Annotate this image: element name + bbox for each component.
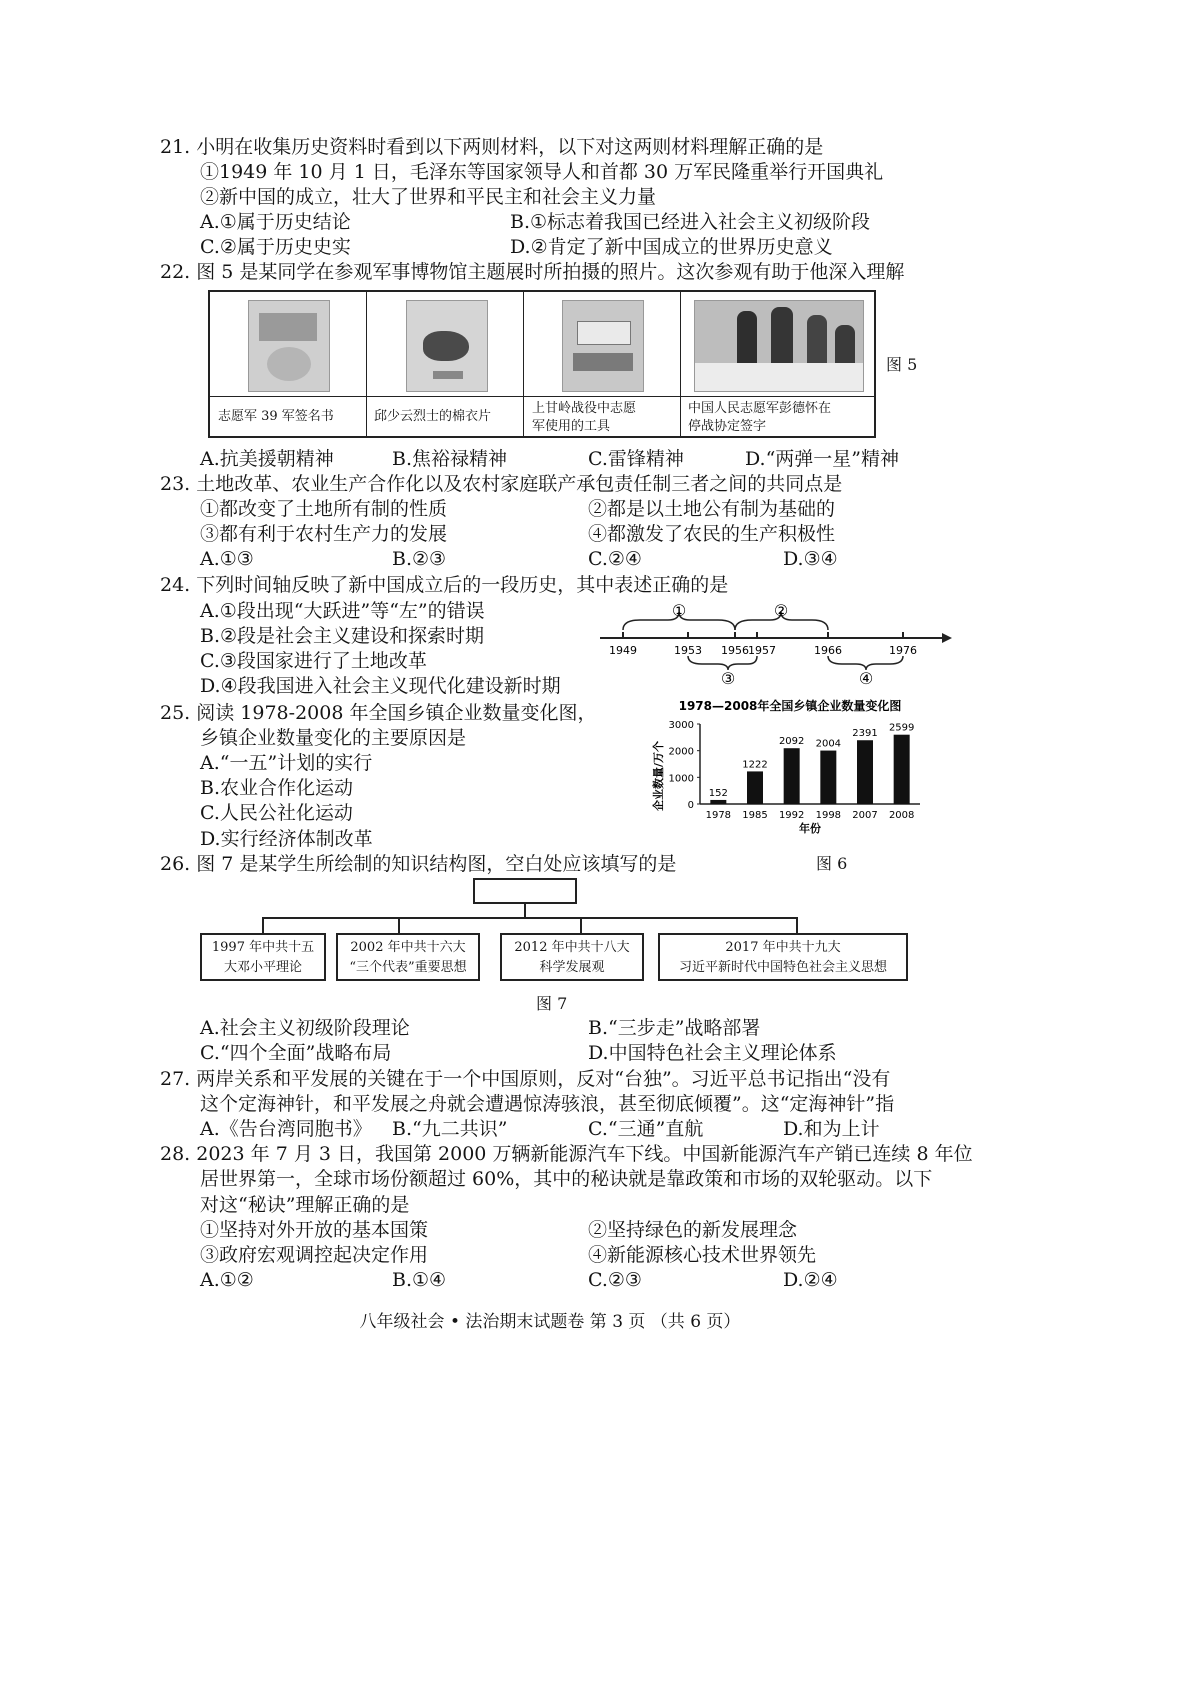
chart-value-label-1998: 2004 <box>815 738 842 750</box>
segment-3-label: ③ <box>720 669 736 686</box>
q24-stem: 24. 下列时间轴反映了新中国成立后的一段历史，其中表述正确的是 <box>160 574 729 596</box>
timeline-year-1953: 1953 <box>674 644 702 657</box>
q25-option-b: B.农业合作化运动 <box>200 777 354 799</box>
chart-value-label-2008: 2599 <box>888 722 915 734</box>
chart-y-tick-label: 2000 <box>668 746 694 758</box>
q27-stem-line2: 这个定海神针，和平发展之舟就会遭遇惊涛骇浪，甚至彻底倾覆”。这“定海神针”指 <box>200 1093 895 1115</box>
knowledge-box-1997-line2: 大邓小平理论 <box>223 960 302 975</box>
q24-option-c: C.③段国家进行了土地改革 <box>200 650 427 672</box>
q28-option-d: D.②④ <box>783 1269 838 1291</box>
q25-stem-line2: 乡镇企业数量变化的主要原因是 <box>200 727 467 749</box>
timeline-year-1956: 1956 <box>721 644 749 657</box>
chart-category-label-2007: 2007 <box>852 810 878 821</box>
caption-armistice-line1: 中国人民志愿军彭德怀在 <box>688 401 832 416</box>
q25-option-d: D.实行经济体制改革 <box>200 828 373 850</box>
q28-option-a: A.①② <box>200 1269 254 1291</box>
q28-statement-3: ③政府宏观调控起决定作用 <box>200 1244 429 1266</box>
q22-option-c: C.雷锋精神 <box>588 448 684 470</box>
q28-option-b: B.①④ <box>392 1269 447 1291</box>
q23-option-a: A.①③ <box>200 548 254 570</box>
knowledge-box-2017-line2: 习近平新时代中国特色社会主义思想 <box>678 960 887 975</box>
township-enterprise-bar-chart <box>630 692 930 840</box>
q21-option-b: B.①标志着我国已经进入社会主义初级阶段 <box>510 211 871 233</box>
q25-stem-line1: 25. 阅读 1978-2008 年全国乡镇企业数量变化图， <box>160 702 597 724</box>
chart-bar-1978 <box>710 800 726 804</box>
chart-y-tick-label: 3000 <box>668 720 694 731</box>
caption-armistice-line2: 停战协定签字 <box>688 419 767 434</box>
q24-option-d: D.④段我国进入社会主义现代化建设新时期 <box>200 675 561 697</box>
cotton-cloth-photo <box>406 300 488 392</box>
q21-stem: 21. 小明在收集历史资料时看到以下两则材料，以下对这两则材料理解正确的是 <box>160 136 824 158</box>
q28-option-c: C.②③ <box>588 1269 642 1291</box>
q22-stem: 22. 图 5 是某同学在参观军事博物馆主题展时所拍摄的照片。这次参观有助于他深入理解 <box>160 261 905 283</box>
q27-option-a: A.《告台湾同胞书》 <box>200 1118 372 1140</box>
timeline-year-1966: 1966 <box>814 644 842 657</box>
brace-segment-4 <box>828 656 903 670</box>
q25-option-c: C.人民公社化运动 <box>200 802 353 824</box>
caption-tools-line2: 军使用的工具 <box>532 419 611 434</box>
knowledge-box-2012-line2: 科学发展观 <box>539 960 605 975</box>
knowledge-box-1997-line1: 1997 年中共十五 <box>211 940 315 955</box>
segment-2-label: ② <box>773 601 789 620</box>
figure-6-label: 图 6 <box>816 854 848 873</box>
q23-statement-4: ④都激发了农民的生产积极性 <box>588 523 836 545</box>
q22-option-b: B.焦裕禄精神 <box>392 448 508 470</box>
q21-option-c: C.②属于历史史实 <box>200 236 351 258</box>
q21-material-1: ①1949 年 10 月 1 日，毛泽东等国家领导人和首都 30 万军民隆重举行开国典礼 <box>200 161 884 183</box>
q28-stem-line3: 对这“秘诀”理解正确的是 <box>200 1194 410 1216</box>
caption-tools-line1: 上甘岭战役中志愿 <box>532 401 637 416</box>
q26-option-a: A.社会主义初级阶段理论 <box>200 1017 410 1039</box>
knowledge-box-2012 <box>500 933 644 981</box>
q21-material-2: ②新中国的成立，壮大了世界和平民主和社会主义力量 <box>200 186 657 208</box>
chart-bar-1985 <box>747 771 763 804</box>
q23-option-b: B.②③ <box>392 548 447 570</box>
caption-signature-book: 志愿军 39 军签名书 <box>218 409 334 424</box>
chart-value-label-1992: 2092 <box>778 736 805 748</box>
q27-option-b: B.“九二共识” <box>392 1118 508 1140</box>
q24-option-a: A.①段出现“大跃进”等“左”的错误 <box>200 600 485 622</box>
figure-5-label: 图 5 <box>886 355 918 374</box>
caption-cotton-cloth: 邱少云烈士的棉衣片 <box>374 409 492 424</box>
brace-segment-3 <box>688 656 757 670</box>
q28-stem-line2: 居世界第一，全球市场份额超过 60%，其中的秘诀就是靠政策和市场的双轮驱动。以下 <box>200 1168 933 1190</box>
q22-option-a: A.抗美援朝精神 <box>200 448 334 470</box>
segment-1-label: ① <box>671 601 687 620</box>
knowledge-box-2002-line2: “三个代表”重要思想 <box>349 960 467 975</box>
q25-option-a: A.“一五”计划的实行 <box>200 752 373 774</box>
chart-value-label-1985: 1222 <box>742 759 768 771</box>
timeline-year-1957: 1957 <box>748 644 776 657</box>
chart-title: 1978—2008年全国乡镇企业数量变化图 <box>678 699 902 713</box>
chart-bar-2007 <box>857 740 873 804</box>
chart-y-tick-label: 0 <box>687 800 694 811</box>
chart-bar-1992 <box>784 748 800 804</box>
q26-option-d: D.中国特色社会主义理论体系 <box>588 1042 837 1064</box>
q26-option-b: B.“三步走”战略部署 <box>588 1017 761 1039</box>
page-footer: 八年级社会 • 法治期末试题卷 第 3 页 （共 6 页） <box>359 1312 741 1332</box>
q24-option-b: B.②段是社会主义建设和探索时期 <box>200 625 485 647</box>
chart-y-axis-label: 企业数量/万个 <box>652 740 665 812</box>
knowledge-box-2002-line1: 2002 年中共十六大 <box>350 940 466 955</box>
q28-statement-1: ①坚持对外开放的基本国策 <box>200 1219 429 1241</box>
chart-value-label-1978: 152 <box>708 787 728 799</box>
knowledge-box-2017 <box>658 933 908 981</box>
knowledge-box-2002 <box>336 933 480 981</box>
timeline-year-1976: 1976 <box>889 644 917 657</box>
q26-option-c: C.“四个全面”战略布局 <box>200 1042 392 1064</box>
chart-category-label-1998: 1998 <box>815 810 842 821</box>
signature-book-photo <box>248 300 330 392</box>
q26-stem: 26. 图 7 是某学生所绘制的知识结构图，空白处应该填写的是 <box>160 853 677 875</box>
q28-stem-line1: 28. 2023 年 7 月 3 日，我国第 2000 万辆新能源汽车下线。中国新能源汽车产销已连续 8 年位 <box>160 1143 973 1165</box>
q23-statement-1: ①都改变了土地所有制的性质 <box>200 498 448 520</box>
q23-statement-2: ②都是以土地公有制为基础的 <box>588 498 836 520</box>
q27-stem-line1: 27. 两岸关系和平发展的关键在于一个中国原则，反对“台独”。习近平总书记指出“没有 <box>160 1068 891 1090</box>
chart-category-label-2008: 2008 <box>888 810 915 821</box>
q23-statement-3: ③都有利于农村生产力的发展 <box>200 523 448 545</box>
chart-y-tick-label: 1000 <box>668 773 694 785</box>
armistice-signing-photo <box>694 300 864 392</box>
q23-stem: 23. 土地改革、农业生产合作化以及农村家庭联产承包责任制三者之间的共同点是 <box>160 473 843 495</box>
q28-statement-4: ④新能源核心技术世界领先 <box>588 1244 817 1266</box>
chart-category-label-1985: 1985 <box>742 810 768 821</box>
chart-category-label-1978: 1978 <box>705 810 732 821</box>
q22-option-d: D.“两弹一星”精神 <box>745 448 900 470</box>
segment-4-label: ④ <box>858 669 874 686</box>
chart-category-label-1992: 1992 <box>778 810 805 821</box>
q21-option-d: D.②肯定了新中国成立的世界历史意义 <box>510 236 833 258</box>
chart-bar-1998 <box>820 751 836 804</box>
knowledge-box-2012-line1: 2012 年中共十八大 <box>514 940 630 955</box>
knowledge-box-1997 <box>200 933 326 981</box>
q23-option-c: C.②④ <box>588 548 642 570</box>
blank-answer-box <box>473 878 577 904</box>
q27-option-d: D.和为上计 <box>783 1118 880 1140</box>
figure-5-photo-table <box>208 290 876 438</box>
timeline-figure <box>590 596 960 686</box>
q28-statement-2: ②坚持绿色的新发展理念 <box>588 1219 798 1241</box>
q21-option-a: A.①属于历史结论 <box>200 211 351 233</box>
figure-7-label: 图 7 <box>536 994 568 1013</box>
tools-photo <box>562 300 644 392</box>
chart-value-label-2007: 2391 <box>852 728 878 740</box>
timeline-year-1949: 1949 <box>609 644 637 657</box>
knowledge-box-2017-line1: 2017 年中共十九大 <box>725 940 841 955</box>
q27-option-c: C.“三通”直航 <box>588 1118 704 1140</box>
chart-x-axis-label: 年份 <box>799 822 821 835</box>
chart-bar-2008 <box>894 735 910 804</box>
q23-option-d: D.③④ <box>783 548 838 570</box>
